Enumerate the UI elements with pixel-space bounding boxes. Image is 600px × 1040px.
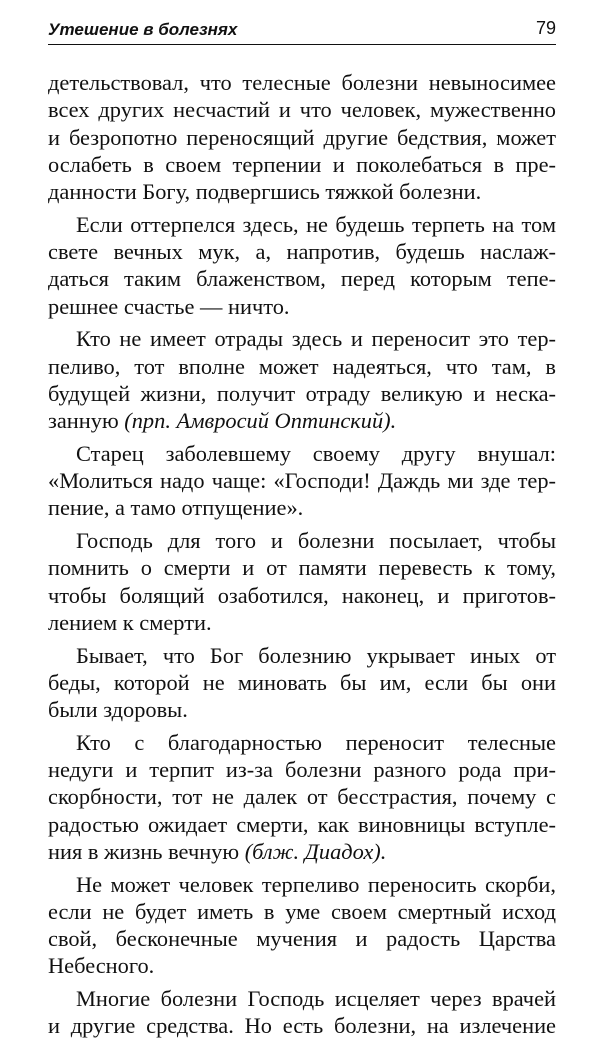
text-line xyxy=(48,265,556,292)
line-text: «Молиться надо чаще: «Господи! Даждь ми зде тер- xyxy=(48,468,556,493)
text-line xyxy=(48,96,556,123)
page-number: 79 xyxy=(535,18,556,38)
text-line xyxy=(48,527,556,554)
line-text: Небесного. xyxy=(48,953,155,979)
citation: (прп. Амвросий Оптинский). xyxy=(124,408,397,433)
text-line xyxy=(48,1012,556,1039)
line-text: детельствовал, что телесные болезни невыносимее xyxy=(48,70,556,95)
line-text: чтобы болящий озаботился, наконец, и приготов- xyxy=(48,582,556,608)
line-text: данности Богу, подвергшись тяжкой болезни. xyxy=(48,179,482,204)
running-head xyxy=(48,14,556,45)
line-text: Кто с благодарностью переносит телесные xyxy=(76,729,556,755)
line-text: ния в жизнь вечную xyxy=(48,838,240,864)
line-text: Бывает, что Бог болезнию укрывает иных от xyxy=(76,642,556,668)
line-text: если не будет иметь в уме своем смертный исход xyxy=(48,898,556,924)
text-line xyxy=(48,124,556,151)
text-line xyxy=(48,211,556,238)
text-line xyxy=(48,582,556,609)
text-line xyxy=(48,985,556,1012)
line-text: скорбности, тот не далек от бесстрастия, почему с xyxy=(48,784,556,810)
text-line xyxy=(48,669,556,696)
text-line xyxy=(48,238,556,265)
paragraph xyxy=(48,440,556,522)
paragraph xyxy=(48,642,556,724)
text-line xyxy=(48,756,556,783)
paragraph xyxy=(48,527,556,636)
text-line xyxy=(48,467,556,494)
paragraph xyxy=(48,325,556,434)
line-text: радостью ожидает смерти, как виновницы вступле- xyxy=(48,811,556,837)
line-text: пение, а тамо отпущение». xyxy=(48,495,304,521)
line-text: Не может человек терпеливо переносить скорби, xyxy=(76,871,556,897)
paragraph xyxy=(48,985,556,1040)
text-line xyxy=(48,554,556,581)
line-text: лением к смерти. xyxy=(48,609,212,635)
text-line xyxy=(48,642,556,669)
line-text: и другие средства. Но есть болезни, на излечение xyxy=(48,1013,556,1039)
line-text: беды, которой не миновать бы им, если бы они xyxy=(48,669,556,695)
paragraph xyxy=(48,211,556,320)
line-text: помнить о смерти и от памяти перевесть к тому, xyxy=(48,555,556,581)
line-text: решнее счастье — ничто. xyxy=(48,293,290,319)
text-line xyxy=(48,407,556,434)
paragraph xyxy=(48,871,556,980)
line-text: ослабеть в своем терпении и поколебаться в пре- xyxy=(48,151,556,177)
text-line xyxy=(48,783,556,810)
text-line xyxy=(48,293,556,320)
line-text: свете вечных мук, а, напротив, будешь наслаж- xyxy=(48,239,556,264)
line-text: недуги и терпит из-за болезни разного рода при- xyxy=(48,757,556,782)
text-line xyxy=(48,380,556,407)
citation: (блж. Диадох). xyxy=(244,838,387,864)
text-line xyxy=(48,151,556,178)
line-text: Многие болезни Господь исцеляет через врачей xyxy=(76,986,556,1011)
text-line xyxy=(48,871,556,898)
line-text: и безропотно переносящий другие бедствия, может xyxy=(48,124,556,150)
line-text: будущей жизни, получит отраду великую и неска- xyxy=(48,380,556,406)
line-text: всех других несчастий и что человек, мужественно xyxy=(48,97,556,123)
text-line xyxy=(48,838,556,865)
text-line xyxy=(48,729,556,756)
line-text: Если оттерпелся здесь, не будешь терпеть на том xyxy=(76,211,556,237)
text-line xyxy=(48,440,556,467)
text-line xyxy=(48,609,556,636)
line-text: свой, бесконечные мучения и радость Царства xyxy=(48,926,556,951)
text-line xyxy=(48,952,556,979)
line-text: Старец заболевшему своему другу внушал: xyxy=(76,440,556,466)
text-line xyxy=(48,325,556,352)
line-text: были здоровы. xyxy=(48,697,188,722)
line-text: пеливо, тот вполне может надеяться, что там, в xyxy=(48,353,556,379)
text-line xyxy=(48,353,556,380)
paragraph xyxy=(48,69,556,205)
line-text: Кто не имеет отрады здесь и переносит это тер- xyxy=(76,326,556,352)
text-line xyxy=(48,811,556,838)
running-title: Утешение в болезнях xyxy=(48,20,238,39)
text-line xyxy=(48,494,556,521)
text-line xyxy=(48,69,556,96)
paragraph xyxy=(48,729,556,865)
text-line xyxy=(48,898,556,925)
text-line xyxy=(48,178,556,205)
body-text xyxy=(48,69,556,1040)
line-text: Господь для того и болезни посылает, чтобы xyxy=(76,528,556,553)
line-text: даться таким блаженством, перед которым тепе- xyxy=(48,266,556,292)
text-line xyxy=(48,696,556,723)
line-text: занную xyxy=(48,408,119,433)
